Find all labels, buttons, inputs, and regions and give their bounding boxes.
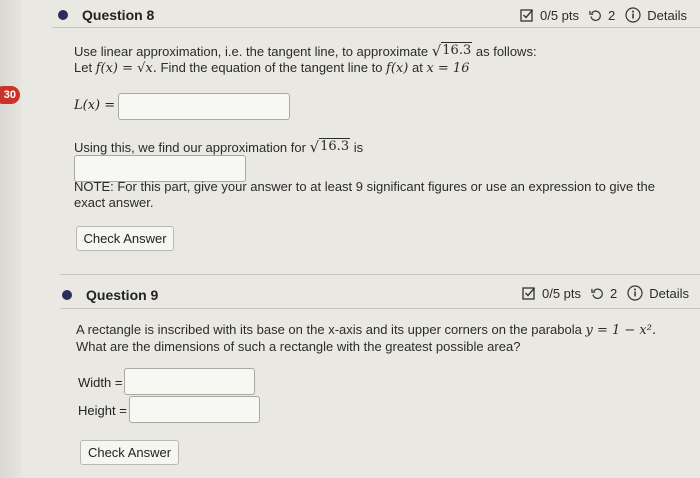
question-8-points: 0/5 pts <box>540 7 580 23</box>
q8-let-text: Let <box>74 60 93 75</box>
question-bullet-icon <box>58 10 68 20</box>
at-value: x = 16 <box>426 61 470 76</box>
sqrt-expression: √ 16.3 <box>431 42 472 60</box>
question-9-prompt <box>76 322 686 355</box>
retry-icon <box>591 287 604 300</box>
question-9-header <box>62 280 158 310</box>
approximation-input[interactable] <box>74 155 246 182</box>
question-bullet-icon <box>62 290 72 300</box>
header-divider <box>52 27 700 28</box>
q9-line1-text: A rectangle is inscribed with its base on the x-axis and its upper corners on the parabola <box>76 322 582 337</box>
q8-line3-text: Using this, we find our approximation for <box>74 140 306 155</box>
checkbox-icon <box>520 8 534 22</box>
question-9-title: Question 9 <box>86 287 159 303</box>
q8-line1-text: Use linear approximation, i.e. the tangent line, to approximate <box>74 44 429 59</box>
q9-what-text: What <box>76 339 107 354</box>
checkbox-icon <box>522 286 536 300</box>
q8-line2-text: Find the equation of the tangent line to <box>160 60 383 75</box>
question-9-details-link[interactable]: Details <box>649 285 690 301</box>
l-of-x-label: L(x) = <box>74 98 116 113</box>
question-8-attempts: 2 <box>608 7 616 23</box>
question-divider <box>60 274 700 275</box>
width-input[interactable] <box>124 368 255 395</box>
width-label: Width = <box>78 375 123 390</box>
fx-text: f(x) <box>386 61 409 76</box>
q8-line1-suffix: as follows: <box>475 44 537 59</box>
question-8-header <box>58 0 154 30</box>
question-9-divider <box>60 308 700 309</box>
sqrt-expression-2: √ 16.3 <box>309 138 350 156</box>
q9-check-answer-button[interactable]: Check Answer <box>80 440 179 465</box>
height-label: Height = <box>78 403 127 418</box>
left-strip <box>0 0 22 478</box>
side-badge: 30 <box>0 86 20 104</box>
question-8-line-2 <box>74 60 469 77</box>
note-text: NOTE: For this part, give your answer to at least 9 significant figures or use an expression to give the exact answer. <box>74 179 655 210</box>
q9-line2-text: are the dimensions of such a rectangle with the greatest possible area? <box>109 339 521 354</box>
parabola-equation: y = 1 − x². <box>585 323 657 338</box>
height-input[interactable] <box>129 396 260 423</box>
question-8-title: Question 8 <box>82 7 155 23</box>
q8-line3-suffix: is <box>353 140 364 155</box>
question-8-meta <box>520 7 687 23</box>
question-8-details-link[interactable]: Details <box>647 7 688 23</box>
q8-at-text: at <box>411 60 423 75</box>
question-8-line-3 <box>74 138 363 156</box>
question-9-attempts: 2 <box>610 285 618 301</box>
question-9-points: 0/5 pts <box>542 285 582 301</box>
retry-icon <box>589 9 602 22</box>
question-8-line-1 <box>74 42 537 60</box>
function-definition: f(x) = √x. <box>95 61 157 76</box>
sqrt-value: 16.3 <box>442 43 472 58</box>
info-icon[interactable] <box>627 285 643 301</box>
tangent-line-input[interactable] <box>118 93 290 120</box>
info-icon[interactable] <box>625 7 641 23</box>
question-9-meta <box>522 285 689 301</box>
sqrt-value-2: 16.3 <box>320 139 350 154</box>
q8-check-answer-button[interactable]: Check Answer <box>76 226 174 251</box>
